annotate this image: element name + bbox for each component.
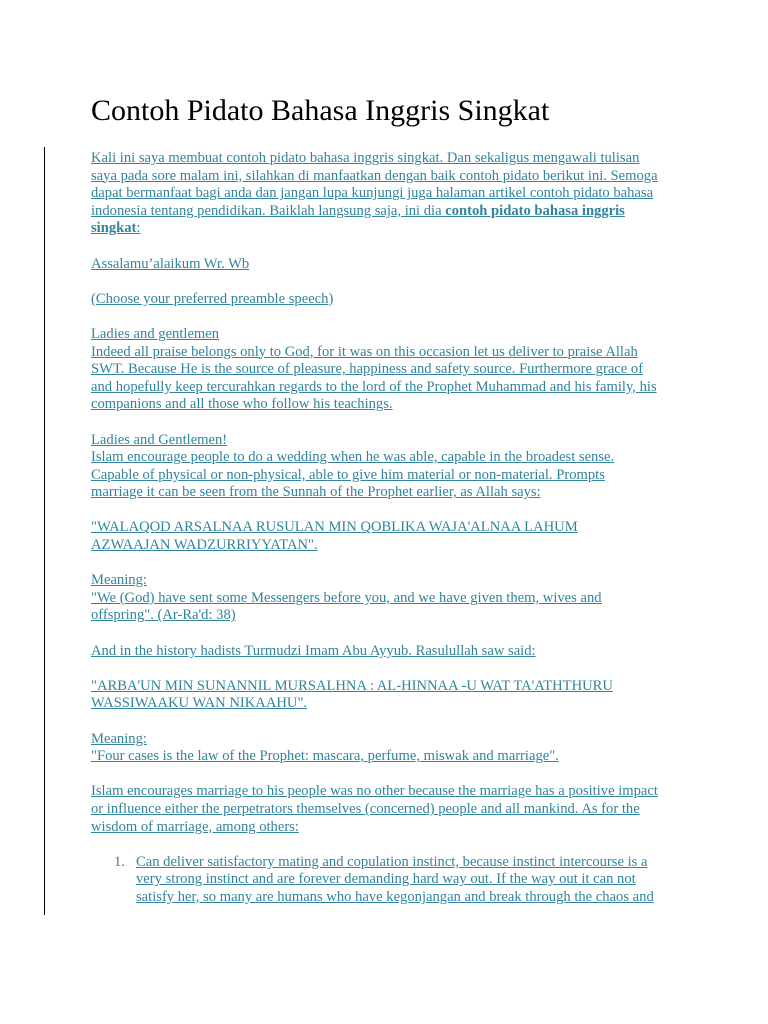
- verse1-line[interactable]: "WALAQOD ARSALNAA RUSULAN MIN QOBLIKA WAJA'ALNAA LAHUM: [91, 519, 578, 536]
- preamble-note[interactable]: (Choose your preferred preamble speech): [91, 290, 334, 307]
- intro-line[interactable]: dapat bermanfaat bagi anda dan jangan lupa kunjungi juga halaman artikel contoh pidato bahasa: [91, 185, 654, 202]
- intro-text: :: [136, 220, 141, 237]
- section1-line[interactable]: and hopefully keep tercurahkan regards to the lord of the Prophet Muhammad and his family, his: [91, 378, 657, 395]
- section1-line[interactable]: companions and all those who follow his teachings.: [91, 396, 393, 413]
- page-title: Contoh Pidato Bahasa Inggris Singkat: [91, 94, 550, 127]
- section1-line[interactable]: Indeed all praise belongs only to God, for it was on this occasion let us deliver to praise Allah: [91, 343, 638, 360]
- meaning1-line[interactable]: Meaning:: [91, 572, 147, 589]
- list-item-continuation[interactable]: very strong instinct and are forever demanding hard way out. If the way out it can not: [136, 871, 636, 888]
- meaning2-line[interactable]: Meaning:: [91, 730, 147, 747]
- intro-line[interactable]: [91, 203, 681, 221]
- meaning1-line[interactable]: "We (God) have sent some Messengers before you, and we have given them, wives and: [91, 589, 602, 606]
- meaning2-line[interactable]: "Four cases is the law of the Prophet: mascara, perfume, miswak and marriage".: [91, 748, 559, 765]
- intro-line[interactable]: [91, 220, 681, 238]
- section2-line[interactable]: Islam encourage people to do a wedding when he was able, capable in the broadest sense.: [91, 449, 615, 466]
- document-body: [91, 150, 681, 907]
- list-item-continuation[interactable]: satisfy her, so many are humans who have kegonjangan and break through the chaos and: [136, 888, 654, 905]
- left-margin-rule: [44, 147, 45, 915]
- hadith-intro[interactable]: And in the history hadists Turmudzi Imam Abu Ayyub. Rasulullah saw said:: [91, 642, 536, 659]
- intro-line[interactable]: saya pada sore malam ini, silahkan di manfaatkan dengan baik contoh pidato berikut ini. Semoga: [91, 167, 658, 184]
- meaning1-line[interactable]: offspring". (Ar-Ra'd: 38): [91, 607, 236, 624]
- section2-line[interactable]: Capable of physical or non-physical, able to give him material or non-material. Prompts: [91, 466, 605, 483]
- section2-line[interactable]: Ladies and Gentlemen!: [91, 431, 228, 448]
- verse1-line[interactable]: AZWAAJAN WADZURRIYYATAN".: [91, 537, 318, 554]
- greeting[interactable]: Assalamu’alaikum Wr. Wb: [91, 255, 250, 272]
- intro-keyword: singkat: [91, 220, 137, 237]
- section2-line[interactable]: marriage it can be seen from the Sunnah of the Prophet earlier, as Allah says:: [91, 484, 541, 501]
- section3-line[interactable]: wisdom of marriage, among others:: [91, 818, 299, 835]
- section3-line[interactable]: or influence either the perpetrators themselves (concerned) people and all mankind. As for the: [91, 800, 640, 817]
- list-number: 1.: [114, 853, 125, 870]
- list-item[interactable]: [91, 854, 681, 872]
- section1-line[interactable]: Ladies and gentlemen: [91, 325, 220, 342]
- verse2-line[interactable]: WASSIWAAKU WAN NIKAAHU".: [91, 695, 308, 712]
- intro-keyword: contoh pidato bahasa inggris: [445, 202, 625, 219]
- section1-line[interactable]: SWT. Because He is the source of pleasure, happiness and safety source. Furthermore grace of: [91, 361, 644, 378]
- verse2-line[interactable]: "ARBA'UN MIN SUNANNIL MURSALHNA : AL-HINNAA -U WAT TA'ATHTHURU: [91, 677, 613, 694]
- intro-line[interactable]: Kali ini saya membuat contoh pidato bahasa inggris singkat. Dan sekaligus mengawali tulisan: [91, 150, 640, 166]
- list-item-text: Can deliver satisfactory mating and copulation instinct, because instinct intercourse is a: [136, 853, 648, 870]
- intro-text: indonesia tentang pendidikan. Baiklah langsung saja, ini dia: [91, 202, 446, 219]
- section3-line[interactable]: Islam encourages marriage to his people was no other because the marriage has a positive impact: [91, 783, 658, 800]
